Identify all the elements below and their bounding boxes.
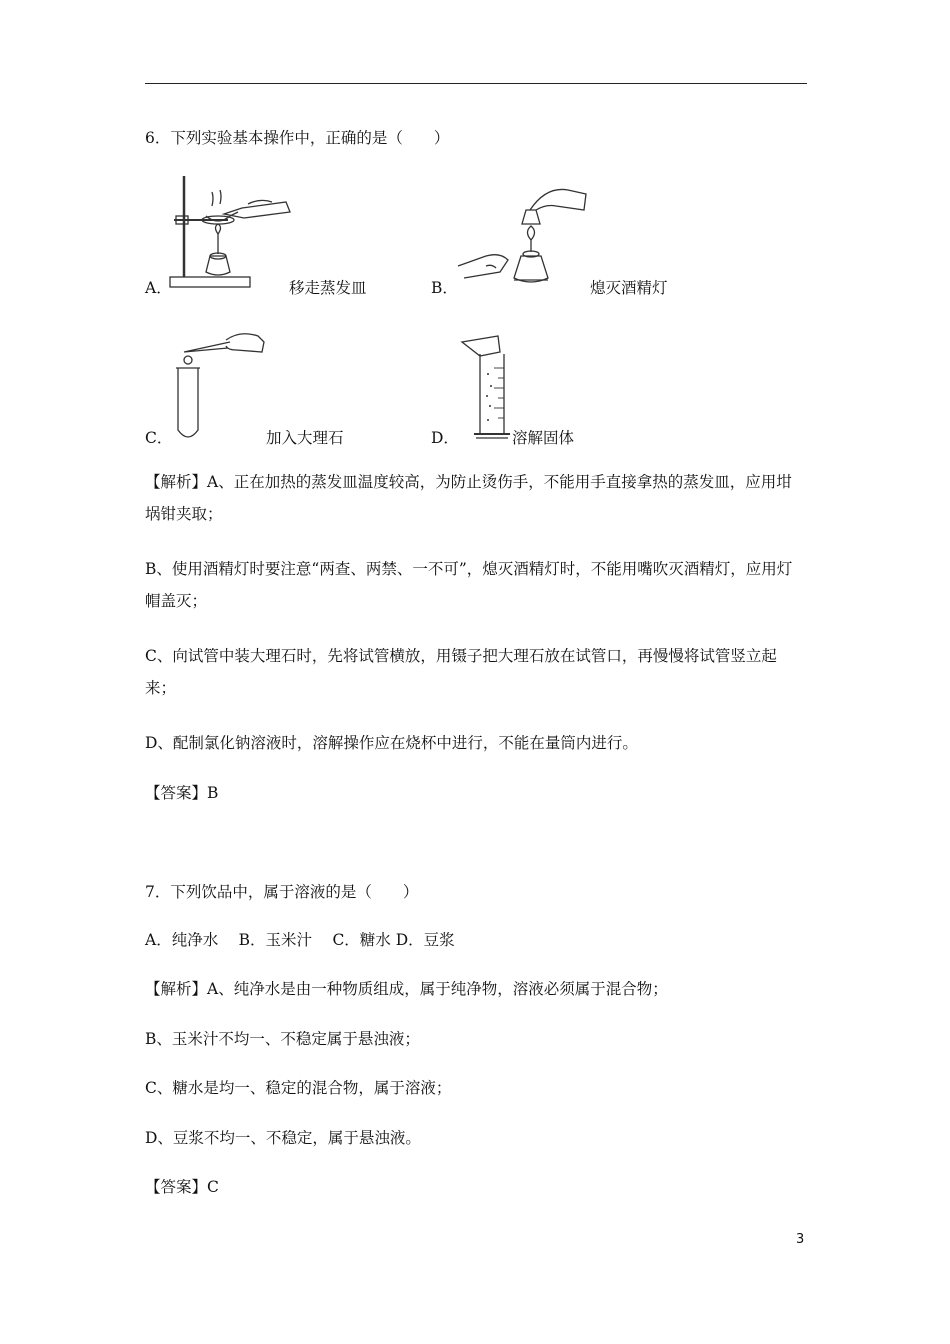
q7-stem: 7．下列饮品中，属于溶液的是（ ） [145, 883, 419, 901]
figure-a-evaporating-dish [168, 172, 293, 292]
option-c-caption: 加入大理石 [266, 429, 344, 447]
page-number: 3 [796, 1232, 805, 1247]
option-d-caption: 溶解固体 [512, 429, 575, 447]
option-b-caption: 熄灭酒精灯 [590, 279, 668, 297]
option-a-caption: 移走蒸发皿 [289, 279, 367, 297]
q6-answer: 【答案】B [145, 784, 219, 802]
figure-d-graduated-cylinder [458, 334, 518, 444]
q7-analysis-d: D、豆浆不均一、不稳定，属于悬浊液。 [145, 1129, 421, 1147]
q7-analysis-c: C、糖水是均一、稳定的混合物，属于溶液； [145, 1079, 452, 1097]
q7-analysis-b: B、玉米汁不均一、不稳定属于悬浊液； [145, 1030, 420, 1048]
q6-stem: 6．下列实验基本操作中，正确的是（ ） [145, 129, 450, 147]
option-c-letter: C． [145, 429, 173, 447]
q6-analysis-a: 【解析】A、正在加热的蒸发皿温度较高，为防止烫伤手，不能用手直接拿热的蒸发皿，应用坩埚钳夹取； [145, 473, 792, 523]
figure-c-test-tube [170, 326, 270, 444]
q7-analysis-a: 【解析】A、纯净水是由一种物质组成，属于纯净物，溶液必须属于混合物； [145, 980, 668, 998]
option-d-letter: D． [431, 429, 459, 447]
q6-analysis-c: C、向试管中装大理石时，先将试管横放，用镊子把大理石放在试管口，再慢慢将试管竖立起来； [145, 647, 777, 697]
q6-analysis-d: D、配制氯化钠溶液时，溶解操作应在烧杯中进行，不能在量筒内进行。 [145, 734, 638, 752]
q7-answer: 【答案】C [145, 1178, 219, 1196]
option-a-letter: A． [145, 279, 172, 297]
option-b-letter: B． [431, 279, 458, 297]
q7-options: A．纯净水 B．玉米汁 C．糖水 D．豆浆 [145, 931, 455, 949]
figure-b-alcohol-lamp [456, 180, 591, 290]
header-rule [145, 83, 807, 84]
q6-analysis-b: B、使用酒精灯时要注意“两查、两禁、一不可”，熄灭酒精灯时，不能用嘴吹灭酒精灯，应用灯帽盖灭； [145, 560, 793, 610]
